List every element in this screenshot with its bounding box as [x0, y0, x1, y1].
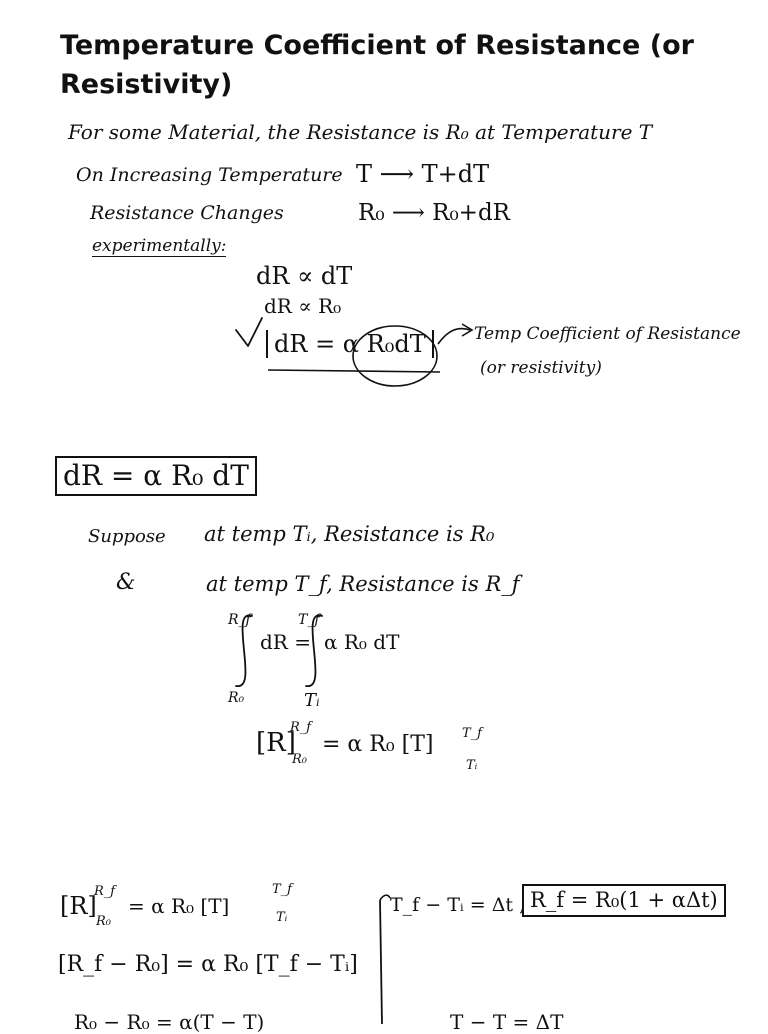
note-experimentally: experimentally: [92, 236, 227, 256]
annotation-temp-coefficient: Temp Coefficient of Resistance [474, 324, 741, 344]
alpha-circle [353, 326, 437, 386]
note-line-increasing-temp: On Increasing Temperature [76, 164, 343, 186]
suppose-rest: at temp Tᵢ, Resistance is R₀ [204, 522, 495, 546]
integral-lower-limit-right: Tᵢ [304, 690, 320, 711]
suppose-label: Suppose [88, 526, 166, 547]
note-line-material: For some Material, the Resistance is R₀ at Temperature T [68, 120, 653, 144]
integral-lower-limit-left: R₀ [228, 690, 245, 706]
annotation-arrow-head [462, 324, 472, 336]
bottom-vertical-divider [380, 900, 382, 1024]
bracket-sup-rf: R_f [290, 720, 312, 735]
bracket-eval-left: [R] [256, 728, 296, 758]
bottom-cutoff-right: T − T = ΔT [450, 1010, 564, 1034]
bottom-right-delta: T_f − Tᵢ = Δt , [390, 894, 526, 916]
check-mark-icon [236, 318, 262, 346]
note-line-resistance-changes: Resistance Changes [90, 202, 284, 224]
and-rest: at temp T_f, Resistance is R_f [206, 572, 520, 596]
bottom-divider-hook [380, 895, 390, 900]
annotation-or-resistivity: (or resistivity) [480, 358, 602, 378]
boxed-equation-main: dR = α R₀dT [266, 330, 434, 358]
note-resistance-change: R₀ ⟶ R₀+dR [358, 200, 510, 226]
bottom-eq1-left: [R] [60, 892, 97, 920]
boxed-eq-underline [268, 370, 440, 372]
bottom-eq1-mid: = α R₀ [T] [128, 894, 230, 918]
integral-rhs: α R₀ dT [324, 630, 400, 654]
integral-sign-right [306, 615, 322, 686]
bottom-eq1-sub-ti: Tᵢ [276, 910, 288, 925]
integral-upper-limit-left: R_f [228, 612, 251, 628]
bottom-cutoff-left: R₀ − R₀ = α(T − T) [74, 1010, 265, 1034]
bottom-right-boxed: R_f = R₀(1 + αΔt) [522, 884, 726, 917]
annotation-arrow [438, 329, 470, 344]
bracket-eval-mid: = α R₀ [T] [322, 732, 434, 757]
proportional-r0: dR ∝ R₀ [264, 294, 342, 318]
bracket-sub-ti: Tᵢ [466, 758, 478, 773]
bottom-eq1-sup-tf: T_f [272, 882, 292, 897]
bottom-eq2: [R_f − R₀] = α R₀ [T_f − Tᵢ] [58, 952, 358, 977]
note-temp-change: T ⟶ T+dT [356, 160, 490, 188]
bottom-eq1-sup: R_f [94, 884, 116, 899]
integral-sign-left [236, 615, 252, 686]
boxed-equation-repeat: dR = α R₀ dT [55, 456, 257, 496]
bottom-eq1-sub: R₀ [96, 914, 111, 929]
bracket-sub-r0: R₀ [292, 752, 307, 767]
page-title: Temperature Coefficient of Resistance (or Resistivity) [60, 30, 694, 100]
ampersand: & [116, 570, 136, 595]
proportional-dt: dR ∝ dT [256, 262, 353, 290]
integral-lhs: dR = [260, 630, 311, 654]
bracket-sup-tf: T_f [462, 726, 482, 741]
integral-upper-limit-right: T_f [298, 612, 320, 628]
